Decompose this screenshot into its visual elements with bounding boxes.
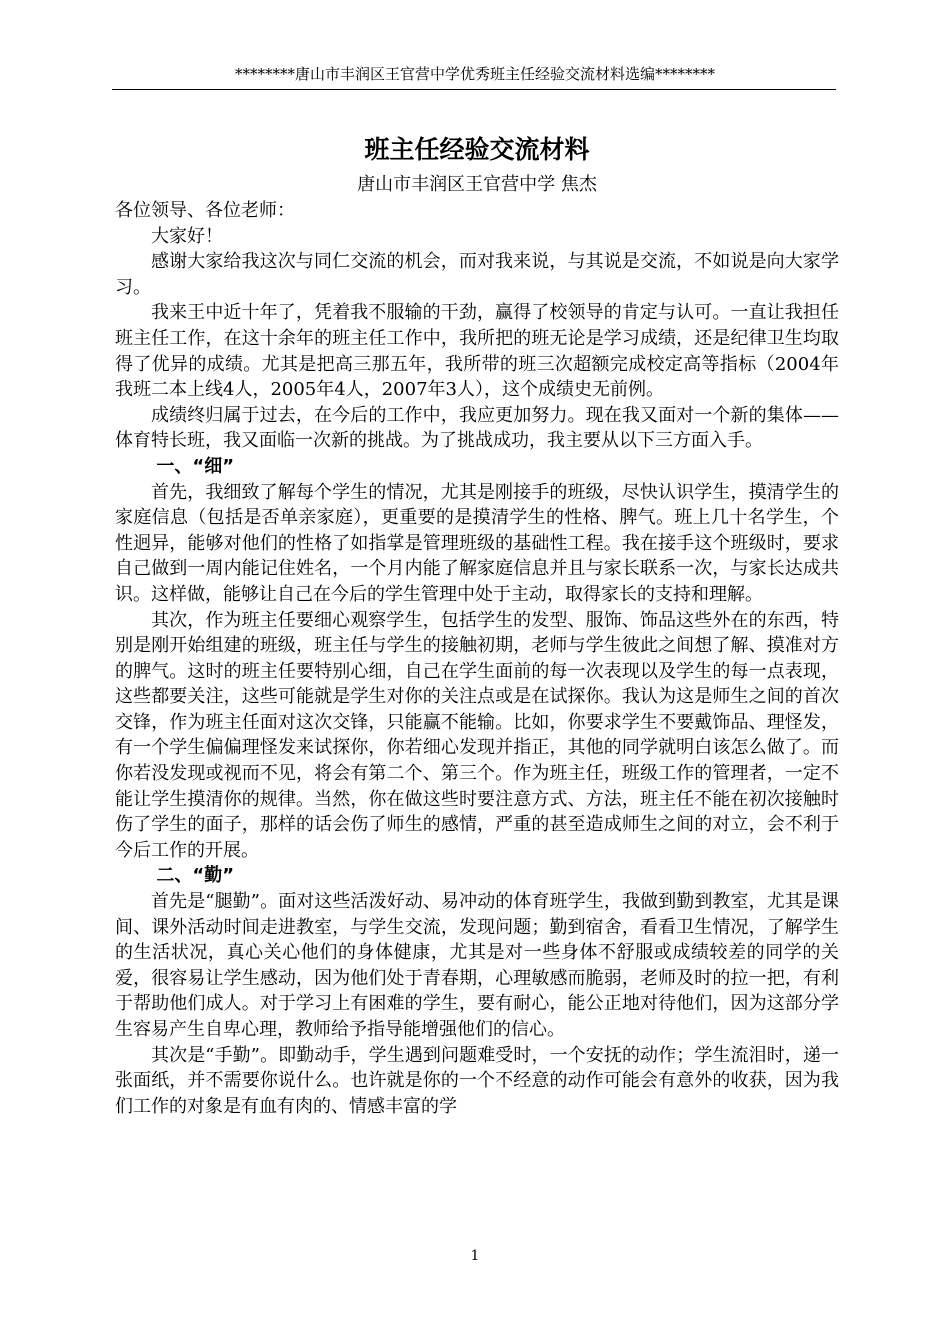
paragraph-2: 我来王中近十年了，凭着我不服输的干劲，赢得了校领导的肯定与认可。一直让我担任班主任工作，在这十余年的班主任工作中，我所把的班无论是学习成绩，还是纪律卫生均取得了优异的成绩。尤其是把高三那五年，我所带的班三次超额完成校定高等指标（2004年我班二本上线4人，2005年4人，2007年3人），这个成绩史无前例。 (115, 302, 839, 401)
section-heading-1: 一、“细” (156, 455, 235, 477)
page-number: 1 (470, 1248, 480, 1264)
document-body (115, 132, 839, 1119)
paragraph-1: 感谢大家给我这次与同仁交流的机会，而对我来说，与其说是交流，不如说是向大家学习。 (115, 251, 839, 298)
paragraph-5: 其次，作为班主任要细心观察学生，包括学生的发型、服饰、饰品这些外在的东西，特别是刚开始组建的班级，班主任与学生的接触初期，老师与学生彼此之间想了解、摸准对方的脾气。这时的班主任要特别心细，自己在学生面前的每一次表现以及学生的每一点表现，这些都要关注，这些可能就是学生对你的关注点或是在试探你。我认为这是师生之间的首次交锋，作为班主任面对这次交锋，只能赢不能输。比如，你要求学生不要戴饰品、理怪发，有一个学生偏偏理怪发来试探你，你若细心发现并指正，其他的同学就明白该怎么做了。而你若没发现或视而不见，将会有第二个、第三个。作为班主任，班级工作的管理者，一定不能让学生摸清你的规律。当然，你在做这些时要注意方式、方法，班主任不能在初次接触时伤了学生的面子，那样的话会伤了师生的感情，严重的甚至造成师生之间的对立，会不利于今后工作的开展。 (115, 609, 839, 861)
paragraph-4: 首先，我细致了解每个学生的情况，尤其是刚接手的班级，尽快认识学生，摸清学生的家庭信息（包括是否单亲家庭），更重要的是摸清学生的性格、脾气。班上几十名学生，个性迥异，能够对他们的性格了如指掌是管理班级的基础性工程。我在接手这个班级时，要求自己做到一周内能记住姓名，一个月内能了解家庭信息并且与家长联系一次，与家长达成共识。这样做，能够让自己在今后的学生管理中处于主动，取得家长的支持和理解。 (115, 481, 839, 605)
header-rule (112, 89, 836, 90)
paragraph-3: 成绩终归属于过去，在今后的工作中，我应更加努力。现在我又面对一个新的集体——体育特长班，我又面临一次新的挑战。为了挑战成功，我主要从以下三方面入手。 (115, 404, 839, 452)
section-heading-2: 二、“勤” (156, 865, 235, 887)
paragraph-6: 首先是“腿勤”。面对这些活泼好动、易冲动的体育班学生，我做到勤到教室，尤其是课间、课外活动时间走进教室，与学生交流，发现问题；勤到宿舍，看看卫生情况，了解学生的生活状况，真心关心他们的身体健康，尤其是对一些身体不舒服或成绩较差的同学的关爱，很容易让学生感动，因为他们处于青春期，心理敏感而脆弱，老师及时的拉一把，有利于帮助他们成人。对于学习上有困难的学生，要有耐心，能公正地对待他们，因为这部分学生容易产生自卑心理，教师给予指导能增强他们的信心。 (115, 891, 839, 1040)
running-header: ********唐山市丰润区王官营中学优秀班主任经验交流材料选编******** (234, 65, 715, 83)
salutation: 各位领导、各位老师： (115, 200, 295, 221)
greeting: 大家好！ (151, 225, 223, 247)
author-line: 唐山市丰润区王官营中学 焦杰 (357, 174, 597, 195)
document-title: 班主任经验交流材料 (364, 135, 590, 164)
paragraph-7: 其次是“手勤”。即勤动手，学生遇到问题难受时，一个安抚的动作；学生流泪时，递一张面纸，并不需要你说什么。也许就是你的一个不经意的动作可能会有意外的收获，因为我们工作的对象是有血有肉的、情感丰富的学 (115, 1044, 839, 1117)
